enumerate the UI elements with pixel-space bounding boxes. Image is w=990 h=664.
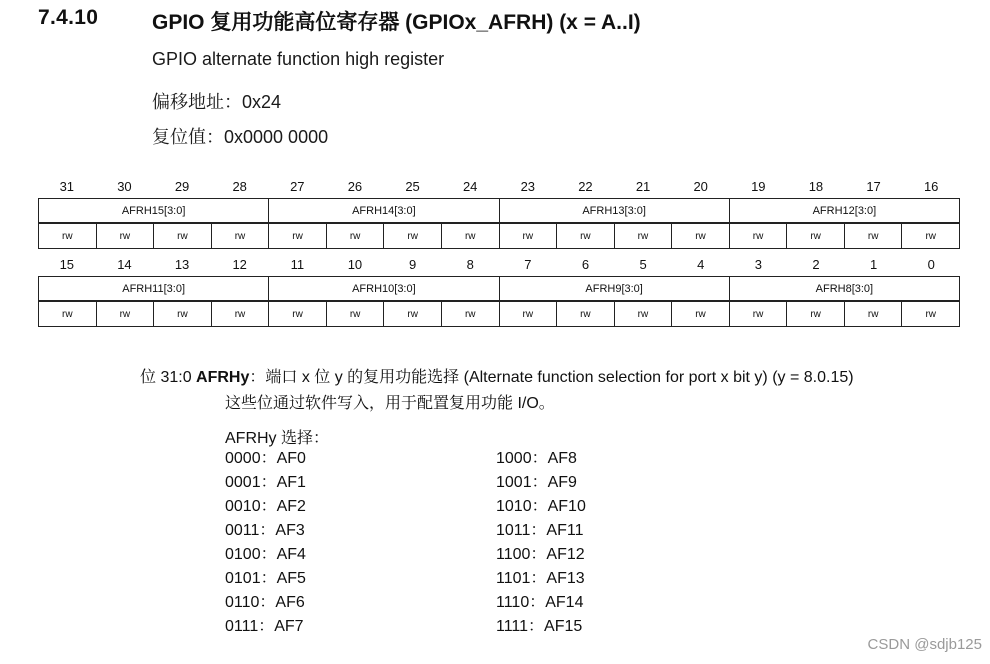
access-type: rw — [672, 224, 730, 249]
access-type: rw — [729, 302, 787, 327]
access-type: rw — [384, 224, 442, 249]
access-type: rw — [844, 302, 902, 327]
access-type: rw — [384, 302, 442, 327]
bit-number: 5 — [639, 257, 647, 272]
access-type: rw — [441, 302, 499, 327]
access-type: rw — [672, 302, 730, 327]
access-type: rw — [96, 224, 154, 249]
bit-number: 1 — [869, 257, 878, 272]
access-type: rw — [326, 302, 384, 327]
af-option: 0000：AF0 — [225, 450, 306, 467]
bit-number: 27 — [290, 179, 305, 194]
af-option: 0001：AF1 — [225, 474, 306, 491]
bit-number: 4 — [697, 257, 705, 272]
af-options-right — [496, 447, 586, 639]
section-title: GPIO 复用功能高位寄存器 (GPIOx_AFRH) (x = A..I) — [152, 11, 641, 34]
af-option: 1000：AF8 — [496, 450, 577, 467]
register-field: AFRH12[3:0] — [729, 199, 959, 223]
register-field: AFRH14[3:0] — [269, 199, 499, 223]
access-type: rw — [154, 224, 212, 249]
af-option: 0111：AF7 — [225, 618, 304, 635]
access-type: rw — [441, 224, 499, 249]
field-description-text: ：端口 x 位 y 的复用功能选择 (Alternate function selection for port x bit y) (y = 8.0.15) — [249, 369, 854, 386]
af-option: 1100：AF12 — [496, 546, 585, 563]
bit-number: 12 — [232, 257, 247, 272]
bit-numbers-low — [38, 254, 960, 276]
register-field: AFRH13[3:0] — [499, 199, 729, 223]
bit-number: 13 — [174, 257, 190, 272]
register-field: AFRH11[3:0] — [39, 277, 269, 301]
bit-number: 29 — [174, 179, 190, 194]
access-type: rw — [902, 224, 960, 249]
bit-number: 17 — [866, 179, 881, 194]
access-type: rw — [211, 224, 269, 249]
bit-number: 21 — [635, 179, 651, 194]
field-description — [140, 364, 854, 387]
af-option: 1101：AF13 — [496, 570, 585, 587]
af-option: 1011：AF11 — [496, 522, 584, 539]
register-subtitle: GPIO alternate function high register — [152, 49, 445, 69]
access-type: rw — [499, 302, 557, 327]
bit-number: 25 — [405, 179, 420, 194]
af-option: 1111：AF15 — [496, 618, 583, 635]
access-type: rw — [269, 224, 327, 249]
offset-address: 偏移地址：0x24 — [152, 92, 282, 112]
af-option: 0100：AF4 — [225, 546, 306, 563]
access-type: rw — [39, 224, 97, 249]
access-type: rw — [787, 224, 845, 249]
bit-number: 31 — [59, 179, 75, 194]
register-field: AFRH9[3:0] — [499, 277, 729, 301]
access-type: rw — [499, 224, 557, 249]
access-type: rw — [326, 224, 384, 249]
field-row-high — [38, 198, 960, 223]
field-row-low — [38, 276, 960, 301]
bit-number: 24 — [462, 179, 478, 194]
af-option: 0011：AF3 — [225, 522, 305, 539]
bit-number: 3 — [754, 257, 762, 272]
bit-number: 6 — [581, 257, 590, 272]
bit-number: 0 — [927, 257, 935, 272]
section-number: 7.4.10 — [38, 6, 99, 29]
access-type: rw — [614, 302, 672, 327]
access-type: rw — [96, 302, 154, 327]
bit-number: 30 — [117, 179, 132, 194]
selection-title: AFRHy 选择： — [225, 430, 330, 447]
af-option: 1010：AF10 — [496, 498, 586, 515]
bit-number: 20 — [693, 179, 708, 194]
access-type: rw — [729, 224, 787, 249]
access-row-high — [38, 223, 960, 249]
bit-number: 14 — [117, 257, 132, 272]
af-option: 1001：AF9 — [496, 474, 577, 491]
af-option: 0110：AF6 — [225, 594, 305, 611]
access-row-low — [38, 301, 960, 327]
bit-number: 16 — [923, 179, 939, 194]
access-type: rw — [902, 302, 960, 327]
bit-number: 8 — [466, 257, 474, 272]
af-option: 0010：AF2 — [225, 498, 306, 515]
access-type: rw — [614, 224, 672, 249]
access-type: rw — [557, 224, 615, 249]
access-type: rw — [39, 302, 97, 327]
bit-numbers-high — [38, 176, 960, 198]
bit-number: 9 — [408, 257, 417, 272]
bit-number: 7 — [524, 257, 532, 272]
access-type: rw — [787, 302, 845, 327]
bit-number: 10 — [347, 257, 363, 272]
bit-number: 22 — [578, 179, 593, 194]
field-name: AFRHy — [196, 369, 250, 386]
register-field: AFRH15[3:0] — [39, 199, 269, 223]
af-option: 1110：AF14 — [496, 594, 584, 611]
register-field: AFRH10[3:0] — [269, 277, 499, 301]
bits-range: 位 31:0 — [140, 369, 192, 386]
bit-number: 2 — [812, 257, 820, 272]
af-option: 0101：AF5 — [225, 570, 306, 587]
register-map-low — [38, 254, 960, 327]
bit-number: 28 — [232, 179, 247, 194]
register-field: AFRH8[3:0] — [729, 277, 959, 301]
bit-number: 18 — [808, 179, 824, 194]
af-options-left — [225, 447, 306, 639]
access-type: rw — [557, 302, 615, 327]
bit-number: 15 — [59, 257, 75, 272]
bit-number: 26 — [347, 179, 363, 194]
watermark: CSDN @sdjb125 — [867, 636, 982, 653]
bit-number: 11 — [290, 257, 305, 272]
access-type: rw — [269, 302, 327, 327]
bit-number: 23 — [520, 179, 536, 194]
access-type: rw — [154, 302, 212, 327]
bit-number: 19 — [751, 179, 766, 194]
field-description-note: 这些位通过软件写入，用于配置复用功能 I/O。 — [225, 395, 555, 412]
access-type: rw — [844, 224, 902, 249]
register-map-high — [38, 176, 960, 249]
reset-value: 复位值：0x0000 0000 — [152, 127, 329, 147]
access-type: rw — [211, 302, 269, 327]
